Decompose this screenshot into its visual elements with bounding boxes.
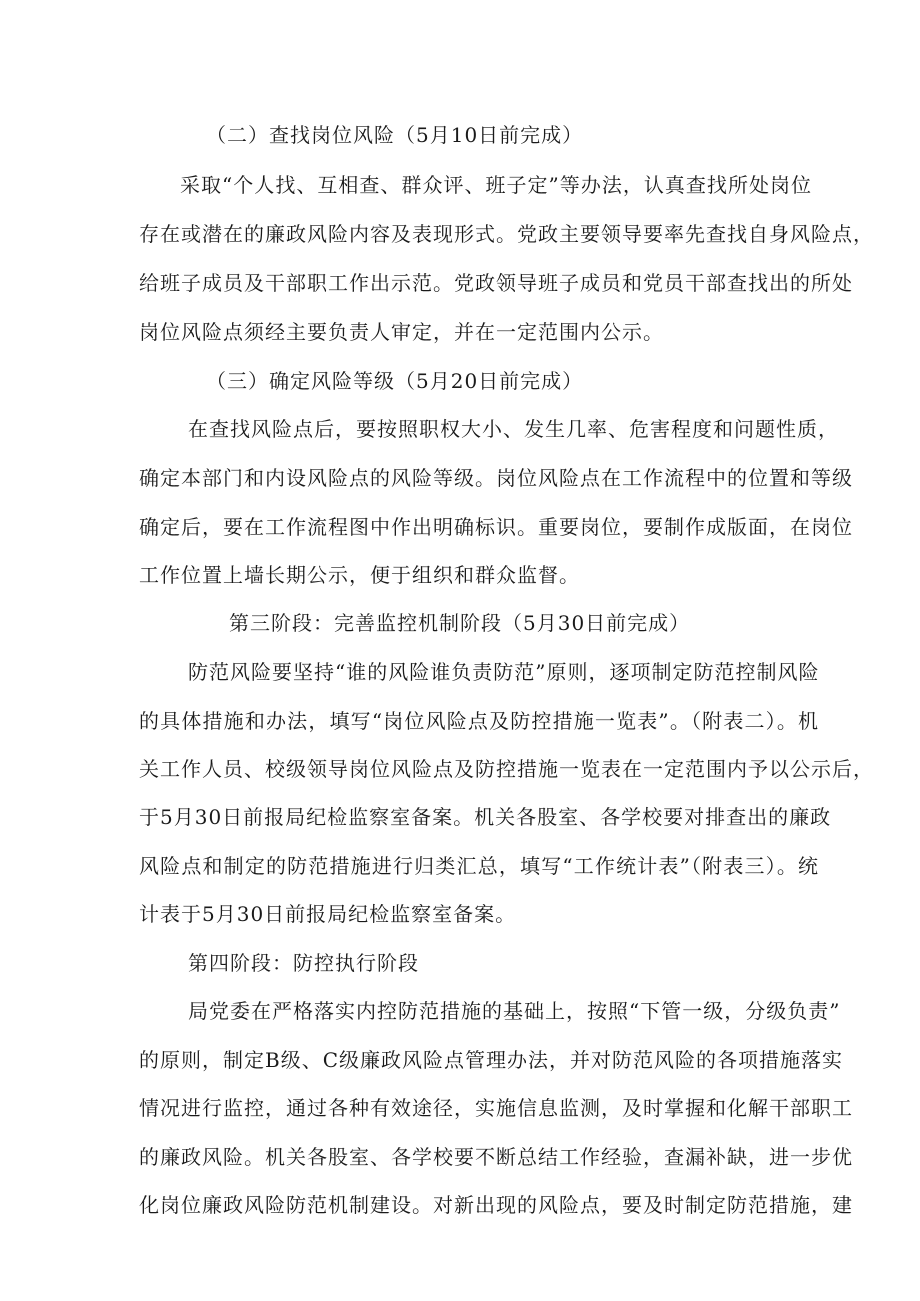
paragraph-line: 确定本部门和内设风险点的风险等级。岗位风险点在工作流程中的位置和等级 [139,466,853,490]
stage-3-heading: 第三阶段：完善监控机制阶段（5月30日前完成） [229,611,691,635]
paragraph-line: 工作位置上墙长期公示，便于组织和群众监督。 [139,563,580,587]
paragraph-line: 岗位风险点须经主要负责人审定，并在一定范围内公示。 [139,320,664,344]
paragraph-line: 采取“个人找、互相查、群众评、班子定”等办法，认真查找所处岗位 [180,173,812,197]
heading-3-risk-level: （三）确定风险等级（5月20日前完成） [206,369,584,393]
paragraph-line: 风险点和制定的防范措施进行归类汇总，填写“工作统计表”（附表三）。统 [139,854,819,878]
paragraph-line: 给班子成员及干部职工作出示范。党政领导班子成员和党员干部查找出的所处 [139,271,853,295]
paragraph-line: 在查找风险点后，要按照职权大小、发生几率、危害程度和问题性质， [188,417,839,441]
paragraph-line: 的原则，制定B级、C级廉政风险点管理办法，并对防范风险的各项措施落实 [139,1048,843,1072]
paragraph-line: 关工作人员、校级领导岗位风险点及防控措施一览表在一定范围内予以公示后， [139,757,874,781]
paragraph-line: 化岗位廉政风险防范机制建设。对新出现的风险点，要及时制定防范措施，建 [139,1193,853,1217]
paragraph-line: 情况进行监控，通过各种有效途径，实施信息监测，及时掌握和化解干部职工 [139,1096,853,1120]
heading-2-find-risks: （二）查找岗位风险（5月10日前完成） [206,123,584,147]
paragraph-line: 防范风险要坚持“谁的风险谁负责防范”原则，逐项制定防范控制风险 [188,660,820,684]
paragraph-line: 于5月30日前报局纪检监察室备案。机关各股室、各学校要对排查出的廉政 [139,805,832,829]
paragraph-line: 计表于5月30日前报局纪检监察室备案。 [139,902,517,926]
paragraph-line: 确定后，要在工作流程图中作出明确标识。重要岗位，要制作成版面，在岗位 [139,515,853,539]
paragraph-line: 局党委在严格落实内控防范措施的基础上，按照“下管一级，分级负责” [188,999,841,1023]
paragraph-line: 存在或潜在的廉政风险内容及表现形式。党政主要领导要率先查找自身风险点， [139,222,874,246]
stage-4-heading: 第四阶段：防控执行阶段 [188,951,419,975]
paragraph-line: 的具体措施和办法，填写“岗位风险点及防控措施一览表”。（附表二）。机 [139,709,819,733]
paragraph-line: 的廉政风险。机关各股室、各学校要不断总结工作经验，查漏补缺，进一步优 [139,1145,853,1169]
